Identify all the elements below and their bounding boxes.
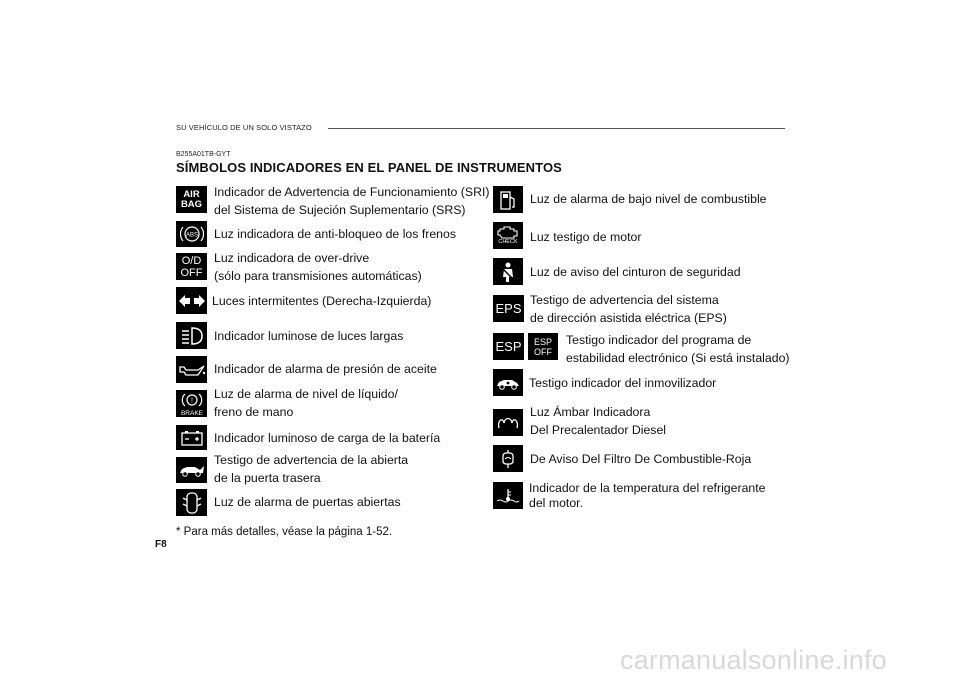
svg-text:ABS: ABS [185, 232, 198, 239]
list-item: Indicador luminoso de carga de la batería [214, 431, 441, 445]
battery-icon [176, 425, 207, 450]
page-title: SÍMBOLOS INDICADORES EN EL PANEL DE INSTRUMENTOS [176, 160, 562, 175]
footnote: * Para más detalles, véase la página 1-52. [176, 526, 393, 538]
list-item: Indicador de Advertencia de Funcionamiento (SRI) del Sistema de Sujeción Suplementario (SRS) [214, 185, 490, 217]
list-item: Testigo indicador del programa de estabilidad electrónico (Si está instalado) [566, 333, 790, 365]
glow-plug-icon [493, 409, 523, 436]
oil-pressure-icon [176, 356, 207, 383]
list-item: Luz indicadora de over-drive (sólo para transmisiones automáticas) [214, 251, 422, 283]
list-item: Testigo de advertencia del sistema de dirección asistida eléctrica (EPS) [530, 293, 727, 325]
esp-icon: ESP [493, 333, 524, 360]
page-number: F8 [155, 539, 167, 550]
list-item: Luz de alarma de nivel de líquido/ freno de mano [214, 387, 398, 419]
seatbelt-icon [493, 258, 523, 285]
list-item: Testigo de advertencia de la abierta de la puerta trasera [214, 453, 409, 485]
door-open-icon [176, 489, 207, 516]
list-item: Luz de alarma de puertas abiertas [214, 495, 401, 509]
immobilizer-icon [493, 369, 523, 396]
section-label: SU VEHÍCULO DE UN SOLO VISTAZO [176, 123, 312, 132]
header-divider [328, 128, 785, 129]
list-item: Luz de alarma de bajo nivel de combustible [530, 192, 767, 206]
list-item: Luz testigo de motor [530, 230, 642, 244]
turn-signal-icon [176, 287, 207, 314]
svg-text:BRAKE: BRAKE [180, 409, 203, 417]
svg-text:!: ! [190, 397, 193, 404]
list-item: Indicador de la temperatura del refrigerante del motor. [529, 481, 766, 510]
airbag-icon: AIR BAG [176, 186, 207, 213]
list-item: Luces intermitentes (Derecha-Izquierda) [212, 294, 432, 308]
eps-icon: EPS [493, 295, 524, 322]
section-code: B255A01TB-GYT [176, 151, 231, 158]
list-item: De Aviso Del Filtro De Combustible-Roja [530, 452, 752, 466]
watermark: carmanualsonline.info [620, 645, 887, 675]
esp-off-icon: ESP OFF [528, 333, 558, 360]
list-item: Indicador de alarma de presión de aceite [214, 362, 437, 376]
trunk-open-icon [176, 457, 207, 483]
od-off-icon: O/D OFF [176, 253, 207, 280]
abs-icon [176, 221, 207, 247]
list-item: Indicador luminose de luces largas [214, 329, 404, 343]
list-item: Luz indicadora de anti-bloqueo de los frenos [214, 227, 457, 241]
check-engine-icon: CHECK [493, 222, 523, 249]
fuel-filter-icon [493, 445, 523, 472]
list-item: Luz Ámbar Indicadora Del Precalentador Diesel [530, 405, 667, 437]
list-item: Testigo indicador del inmovilizador [529, 376, 717, 390]
coolant-temp-icon [493, 482, 523, 509]
list-item: Luz de aviso del cinturon de seguridad [530, 265, 741, 279]
brake-icon [176, 390, 207, 417]
fuel-icon [493, 186, 523, 213]
high-beam-icon [176, 322, 207, 349]
